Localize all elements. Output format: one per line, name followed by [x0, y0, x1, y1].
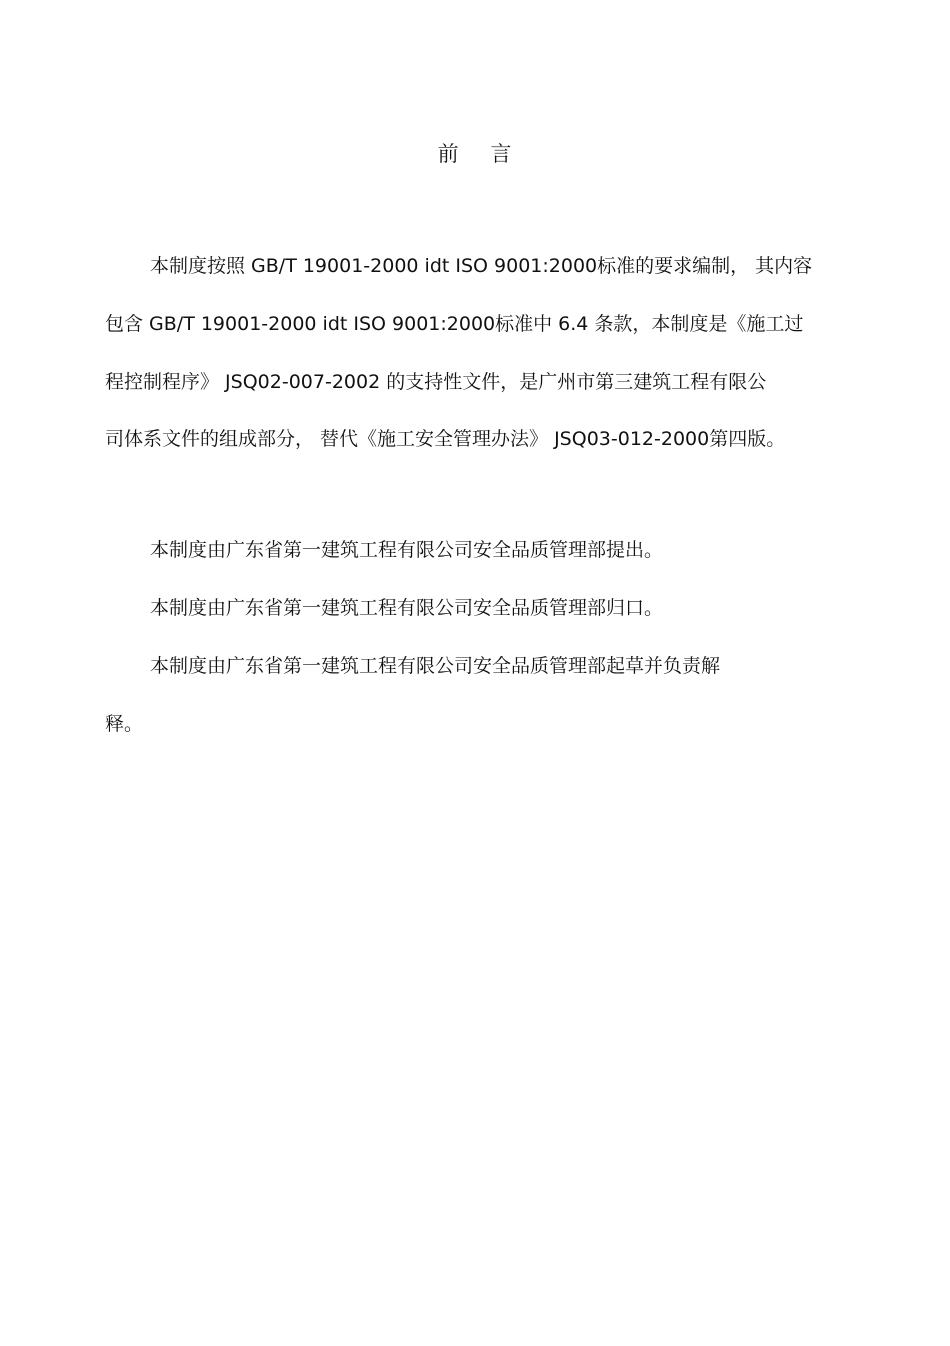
paragraph-line: 司体系文件的组成部分， 替代《施工安全管理办法》 JSQ03-012-2000第四版。 — [105, 428, 786, 450]
paragraph-centralized: 本制度由广东省第一建筑工程有限公司安全品质管理部归口。 — [150, 597, 664, 619]
page-title: 前 言 — [437, 142, 513, 166]
paragraph-line: 本制度按照 GB/T 19001-2000 idt ISO 9001:2000标准的要求编制， 其内容 — [150, 255, 813, 277]
paragraph-line: 程控制程序》 JSQ02-007-2002 的支持性文件，是广州市第三建筑工程有限公 — [105, 371, 767, 393]
paragraph-line: 本制度由广东省第一建筑工程有限公司安全品质管理部起草并负责解 — [150, 655, 721, 677]
paragraph-proposer: 本制度由广东省第一建筑工程有限公司安全品质管理部提出。 — [150, 539, 664, 561]
paragraph-line: 包含 GB/T 19001-2000 idt ISO 9001:2000标准中 6.4 条款，本制度是《施工过 — [105, 313, 804, 335]
paragraph-line: 释。 — [105, 713, 144, 735]
